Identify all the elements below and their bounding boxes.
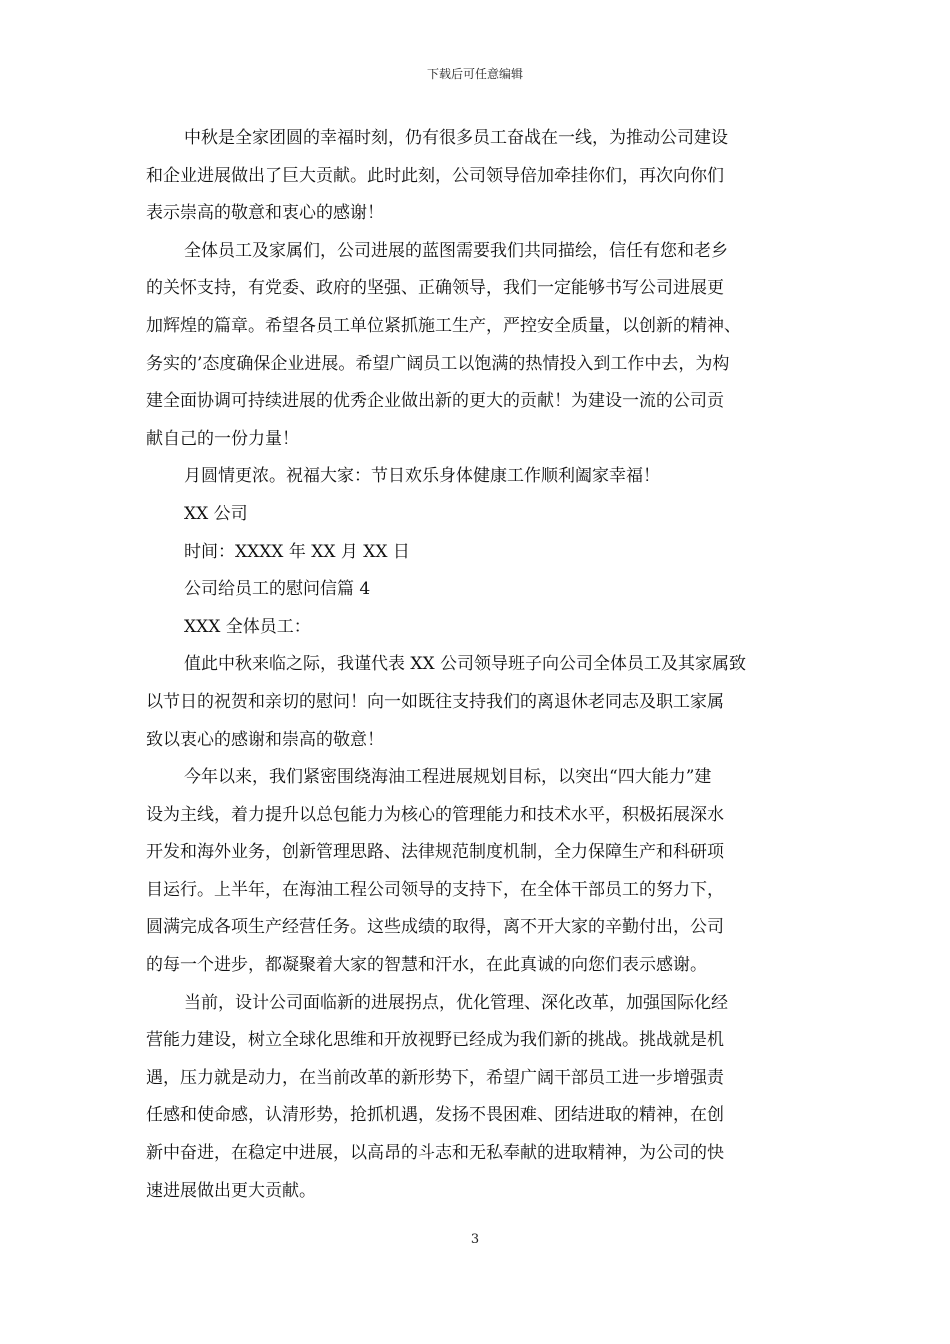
salutation: XXX 全体员工： <box>184 616 311 637</box>
paragraph-line: 今年以来，我们紧密围绕海油工程进展规划目标，以突出“四大能力”建 <box>184 767 712 788</box>
paragraph-line: 当前，设计公司面临新的进展拐点，优化管理、深化改革，加强国际化经 <box>184 992 728 1013</box>
paragraph-line: 月圆情更浓。祝福大家：节日欢乐身体健康工作顺利阖家幸福！ <box>184 466 660 487</box>
paragraph-line: 遇，压力就是动力，在当前改革的新形势下，希望广阔干部员工进一步增强责 <box>146 1067 724 1088</box>
document-body <box>146 127 811 1217</box>
paragraph-line: 营能力建设，树立全球化思维和开放视野已经成为我们新的挑战。挑战就是机 <box>146 1030 724 1051</box>
paragraph-line: 目运行。上半年，在海油工程公司领导的支持下，在全体干部员工的努力下， <box>146 879 724 900</box>
paragraph-line: 全体员工及家属们，公司进展的蓝图需要我们共同描绘，信任有您和老乡 <box>184 240 728 261</box>
paragraph-line: 致以衷心的感谢和崇高的敬意！ <box>146 729 384 750</box>
paragraph-line: 以节日的祝贺和亲切的慰问！向一如既往支持我们的离退休老同志及职工家属 <box>146 691 724 712</box>
paragraph-line: 圆满完成各项生产经营任务。这些成绩的取得，离不开大家的辛勤付出，公司 <box>146 917 724 938</box>
paragraph-line: 建全面协调可持续进展的优秀企业做出新的更大的贡献！为建设一流的公司贡 <box>146 391 724 412</box>
paragraph-line: 新中奋进，在稳定中进展，以高昂的斗志和无私奉献的进取精神，为公司的快 <box>146 1143 724 1164</box>
paragraph-line: 务实的’态度确保企业进展。希望广阔员工以饱满的热情投入到工作中去，为构 <box>146 353 730 374</box>
paragraph-line: 速进展做出更大贡献。 <box>146 1180 316 1201</box>
paragraph-line: 中秋是全家团圆的幸福时刻，仍有很多员工奋战在一线，为推动公司建设 <box>184 128 728 148</box>
paragraph-line: 和企业进展做出了巨大贡献。此时此刻，公司领导倍加牵挂你们，再次向你们 <box>146 165 724 186</box>
paragraph-line: 开发和海外业务，创新管理思路、法律规范制度机制，全力保障生产和科研项 <box>146 842 724 863</box>
page-header: 下载后可任意编辑 <box>426 67 523 81</box>
signature-company: XX 公司 <box>184 503 248 524</box>
signature-date: 时间：XXXX 年 XX 月 XX 日 <box>184 541 410 562</box>
paragraph-line: 加辉煌的篇章。希望各员工单位紧抓施工生产，严控安全质量，以创新的精神、 <box>146 315 741 336</box>
paragraph-line: 的关怀支持，有党委、政府的坚强、正确领导，我们一定能够书写公司进展更 <box>146 278 724 299</box>
paragraph-line: 的每一个进步，都凝聚着大家的智慧和汗水，在此真诚的向您们表示感谢。 <box>146 955 707 976</box>
paragraph-line: 设为主线，着力提升以总包能力为核心的管理能力和技术水平，积极拓展深水 <box>146 804 724 825</box>
paragraph-line: 表示崇高的敬意和衷心的感谢！ <box>146 203 384 224</box>
paragraph-line: 值此中秋来临之际，我谨代表 XX 公司领导班子向公司全体员工及其家属致 <box>184 654 747 675</box>
paragraph-line: 任感和使命感，认清形势，抢抓机遇，发扬不畏困难、团结进取的精神，在创 <box>146 1105 724 1126</box>
section-title: 公司给员工的慰问信篇 4 <box>184 579 371 600</box>
page-number: 3 <box>470 1232 480 1247</box>
paragraph-line: 献自己的一份力量！ <box>146 428 299 449</box>
